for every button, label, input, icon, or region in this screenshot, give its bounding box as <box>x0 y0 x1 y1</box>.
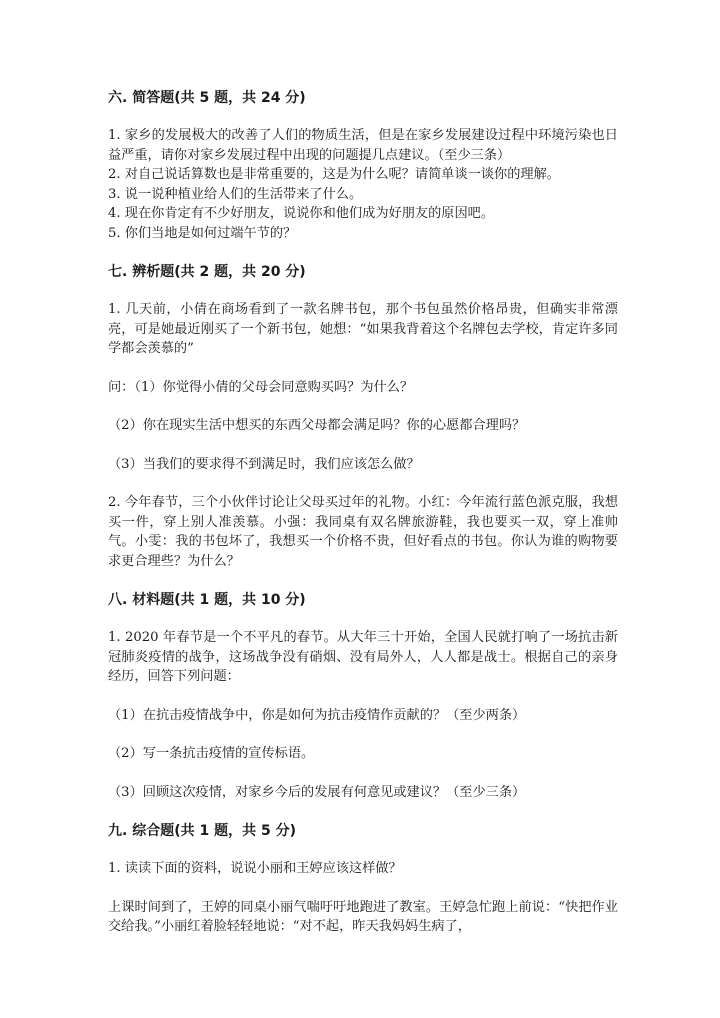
section-8-question-1: 1. 2020 年春节是一个不平凡的春节。从大年三十开始，全国人民就打响了一场抗击新冠肺炎疫情的战争，这场战争没有硝烟、没有局外人，人人都是战士。根据自己的亲身经历，回答下列问题： <box>108 630 618 684</box>
section-6-question-5: 5. 你们当地是如何过端午节的？ <box>108 225 297 241</box>
section-9-title: 九. 综合题(共 1 题，共 5 分) <box>108 823 296 839</box>
section-6-question-1: 1. 家乡的发展极大的改善了人们的物质生活，但是在家乡发展建设过程中环境污染也日益严重，请你对家乡发展过程中出现的问题提几点建议。（至少三条） <box>108 128 618 163</box>
section-6-question-4: 4. 现在你肯定有不少好朋友，说说你和他们成为好朋友的原因吧。 <box>108 206 495 221</box>
section-8-question-1-sub-2: （2）写一条抗击疫情的宣传标语。 <box>108 746 315 761</box>
section-7-question-1-sub-1: 问：（1）你觉得小倩的父母会同意购买吗？为什么？ <box>108 379 414 395</box>
section-9-question-1: 1. 读读下面的资料，说说小丽和王婷应该这样做？ <box>108 861 402 876</box>
section-7-question-1-sub-3: （3）当我们的要求得不到满足时，我们应该怎么做？ <box>108 456 420 472</box>
section-6-question-3: 3. 说一说种植业给人们的生活带来了什么。 <box>108 186 363 202</box>
section-7-title: 七. 辨析题(共 2 题，共 20 分) <box>108 264 306 280</box>
section-6-question-2: 2. 对自己说话算数也是非常重要的，这是为什么呢？请简单谈一谈你的理解。 <box>108 167 560 182</box>
section-8-question-1-sub-1: （1）在抗击疫情战争中，你是如何为抗击疫情作贡献的？（至少两条） <box>108 707 526 723</box>
section-7-question-1-sub-2: （2）你在现实生活中想买的东西父母都会满足吗？你的心愿都合理吗？ <box>108 418 526 433</box>
section-6-title: 六. 简答题(共 5 题，共 24 分) <box>108 90 306 106</box>
section-7-question-2: 2. 今年春节，三个小伙伴讨论让父母买过年的礼物。小红：今年流行蓝色派克服，我想买一件，穿上别人准羡慕。小强：我同桌有双名牌旅游鞋，我也要买一双，穿上准帅气。小雯：我的书包坏了，我想买一个价格不贵，但好看点的书包。你认为谁的购物要求更合理些？为什么？ <box>108 495 618 569</box>
section-7-question-1: 1. 几天前，小倩在商场看到了一款名牌书包，那个书包虽然价格昂贵，但确实非常漂亮，可是她最近刚买了一个新书包，她想：“如果我背着这个名牌包去学校，肯定许多同学都会羡慕的” <box>108 302 618 356</box>
section-8-title: 八. 材料题(共 1 题，共 10 分) <box>108 592 306 608</box>
section-8-question-1-sub-3: （3）回顾这次疫情，对家乡今后的发展有何意见或建议？（至少三条） <box>108 784 526 800</box>
exam-page <box>108 88 618 937</box>
section-9-material: 上课时间到了，王婷的同桌小丽气喘吁吁地跑进了教室。王婷急忙跑上前说：“快把作业交给我。”小丽红着脸轻轻地说：“对不起，昨天我妈妈生病了， <box>108 899 618 934</box>
